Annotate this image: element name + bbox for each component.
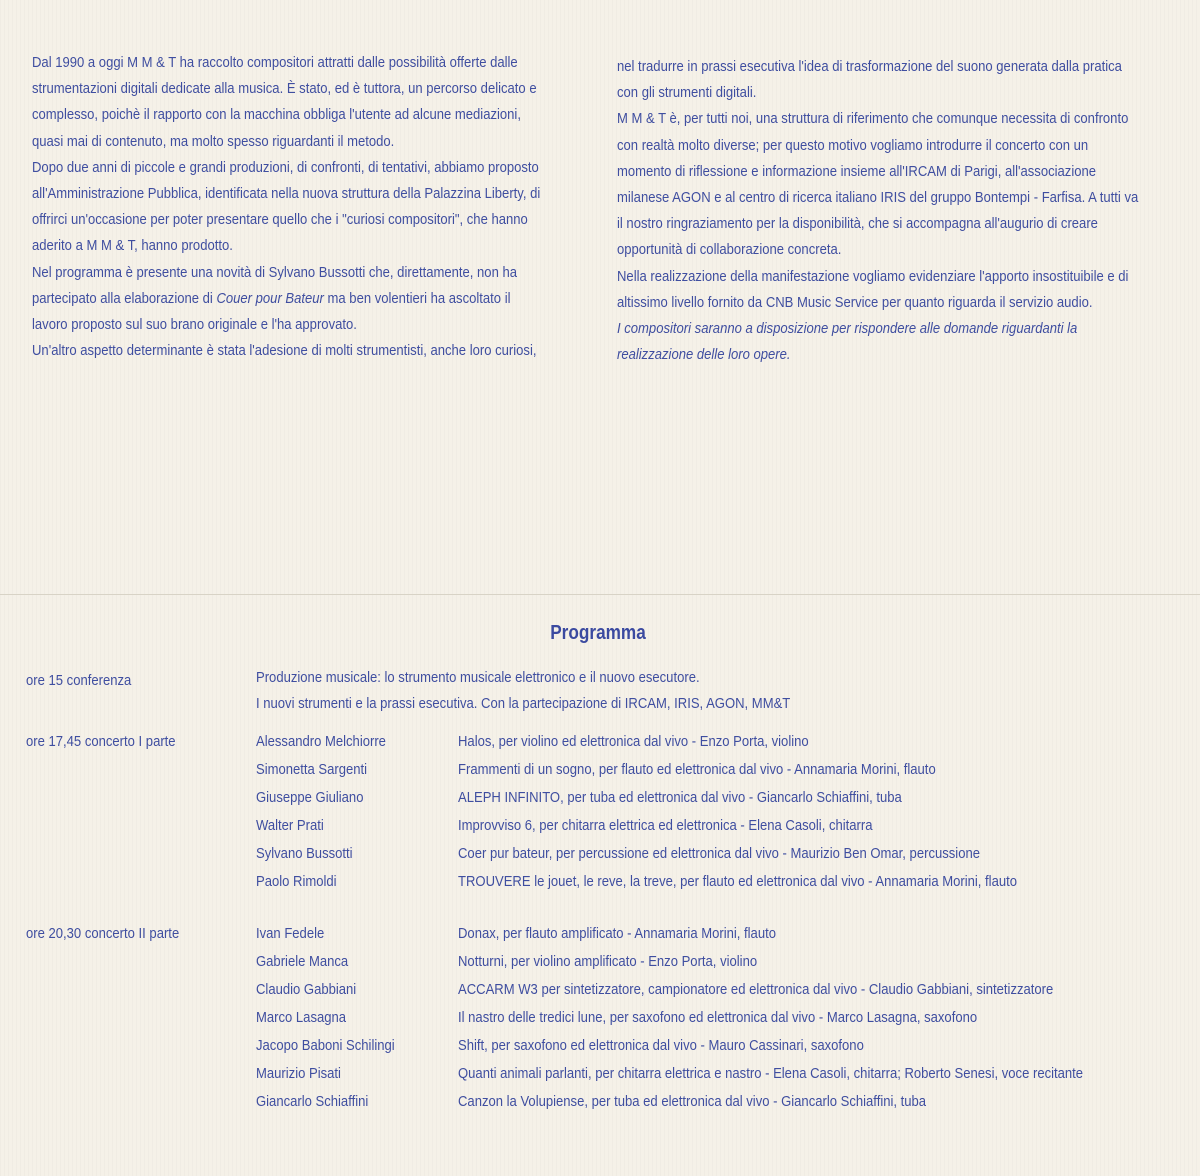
- composer-name: Marco Lasagna: [256, 1009, 347, 1026]
- intro-line: con realtà molto diverse; per questo motivo vogliamo introdurre il concerto con un: [617, 136, 1089, 154]
- intro-line: M M & T è, per tutti noi, una struttura di riferimento che comunque necessita di confronto: [617, 110, 1129, 128]
- work-description: Donax, per flauto amplificato - Annamaria Morini, flauto: [458, 925, 776, 942]
- intro-text: partecipato alla elaborazione di: [32, 289, 217, 307]
- intro-line: milanese AGON e al centro di ricerca italiano IRIS del gruppo Bontempi - Farfisa. A tutti va: [617, 189, 1139, 207]
- work-description: ACCARM W3 per sintetizzatore, campionatore ed elettronica dal vivo - Claudio Gabbiani, sintetizzatore: [458, 981, 1054, 998]
- composer-name: Jacopo Baboni Schilingi: [256, 1037, 395, 1054]
- composer-name: Alessandro Melchiorre: [256, 733, 386, 750]
- schedule-time: ore 20,30 concerto II parte: [26, 925, 180, 942]
- intro-line: Dopo due anni di piccole e grandi produzioni, di confronti, di tentativi, abbiamo proposto: [32, 158, 539, 176]
- intro-line: momento di riflessione e informazione insieme all'IRCAM di Parigi, all'associazione: [617, 162, 1097, 180]
- intro-line: lavoro proposto sul suo brano originale e l'ha approvato.: [32, 316, 357, 334]
- work-title-italic: Couer pour Bateur: [216, 289, 324, 307]
- intro-line: Nel programma è presente una novità di Sylvano Bussotti che, direttamente, non ha: [32, 263, 517, 281]
- composer-name: Giancarlo Schiaffini: [256, 1093, 369, 1110]
- work-description: Notturni, per violino amplificato - Enzo Porta, violino: [458, 953, 758, 970]
- intro-line: complesso, poichè il rapporto con la macchina obbliga l'utente ad alcune mediazioni,: [32, 106, 521, 124]
- intro-line: Un'altro aspetto determinante è stata l'adesione di molti strumentisti, anche loro curiosi,: [32, 342, 537, 360]
- intro-line: Nella realizzazione della manifestazione vogliamo evidenziare l'apporto insostituibile e di: [617, 267, 1129, 285]
- conference-title: Produzione musicale: lo strumento musicale elettronico e il nuovo esecutore.: [256, 669, 700, 686]
- composer-name: Walter Prati: [256, 817, 324, 834]
- schedule-time: ore 15 conferenza: [26, 672, 132, 689]
- intro-line: nel tradurre in prassi esecutiva l'idea di trasformazione del suono generata dalla pratica: [617, 58, 1122, 75]
- work-description: Il nastro delle tredici lune, per saxofono ed elettronica dal vivo - Marco Lasagna, saxofono: [458, 1009, 978, 1026]
- composer-name: Gabriele Manca: [256, 953, 349, 970]
- composer-name: Maurizio Pisati: [256, 1065, 341, 1082]
- work-description: TROUVERE le jouet, le reve, la treve, per flauto ed elettronica dal vivo - Annamaria Morini, flauto: [458, 873, 1017, 890]
- work-description: Canzon la Volupiense, per tuba ed elettronica dal vivo - Giancarlo Schiaffini, tuba: [458, 1093, 927, 1110]
- composer-name: Simonetta Sargenti: [256, 761, 368, 778]
- work-description: Coer pur bateur, per percussione ed elettronica dal vivo - Maurizio Ben Omar, percussione: [458, 845, 980, 862]
- work-description: Halos, per violino ed elettronica dal vivo - Enzo Porta, violino: [458, 733, 809, 750]
- intro-line: all'Amministrazione Pubblica, identificata nella nuova struttura della Palazzina Liberty, di: [32, 185, 541, 203]
- intro-line: altissimo livello fornito da CNB Music Service per quanto riguarda il servizio audio.: [617, 293, 1093, 311]
- composer-name: Paolo Rimoldi: [256, 873, 337, 890]
- intro-text: ma ben volentieri ha ascoltato il: [323, 289, 511, 307]
- composer-name: Claudio Gabbiani: [256, 981, 357, 998]
- intro-line-italic: realizzazione delle loro opere.: [617, 346, 791, 364]
- conference-subtitle: I nuovi strumenti e la prassi esecutiva. Con la partecipazione di IRCAM, IRIS, AGON, MM&T: [256, 695, 791, 712]
- intro-line: Dal 1990 a oggi M M & T ha raccolto compositori attratti dalle possibilità offerte dalle: [32, 54, 518, 71]
- composer-name: Giuseppe Giuliano: [256, 789, 364, 806]
- intro-line: strumentazioni digitali dedicate alla musica. È stato, ed è tuttora, un percorso delicato e: [32, 80, 537, 98]
- work-description: Improvviso 6, per chitarra elettrica ed elettronica - Elena Casoli, chitarra: [458, 817, 873, 834]
- composer-name: Ivan Fedele: [256, 925, 325, 942]
- intro-line: il nostro ringraziamento per la disponibilità, che si accompagna all'augurio di creare: [617, 215, 1098, 233]
- work-description: Shift, per saxofono ed elettronica dal vivo - Mauro Cassinari, saxofono: [458, 1037, 864, 1054]
- programma-title: Programma: [550, 622, 646, 644]
- work-description: ALEPH INFINITO, per tuba ed elettronica dal vivo - Giancarlo Schiaffini, tuba: [458, 789, 902, 806]
- intro-line: aderito a M M & T, hanno prodotto.: [32, 237, 233, 255]
- intro-line: offrirci un'occasione per poter presentare quello che i "curiosi compositori", che hanno: [32, 211, 528, 229]
- intro-line-italic: I compositori saranno a disposizione per rispondere alle domande riguardanti la: [617, 320, 1078, 338]
- intro-line: con gli strumenti digitali.: [617, 84, 757, 102]
- work-description: Quanti animali parlanti, per chitarra elettrica e nastro - Elena Casoli, chitarra; Roberto Senesi, voce recitante: [458, 1065, 1084, 1082]
- composer-name: Sylvano Bussotti: [256, 845, 353, 862]
- work-description: Frammenti di un sogno, per flauto ed elettronica dal vivo - Annamaria Morini, flauto: [458, 761, 936, 778]
- schedule-time: ore 17,45 concerto I parte: [26, 733, 176, 750]
- intro-line: quasi mai di contenuto, ma molto spesso riguardanti il metodo.: [32, 132, 395, 150]
- intro-line: opportunità di collaborazione concreta.: [617, 241, 842, 259]
